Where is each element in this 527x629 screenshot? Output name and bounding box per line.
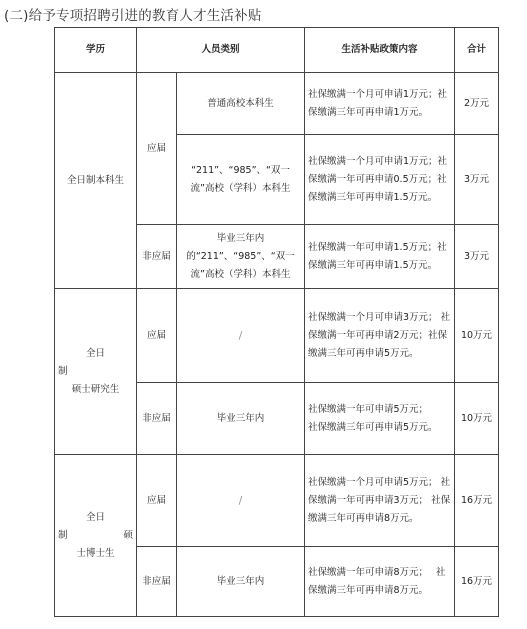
total-cell: 16万元	[455, 455, 499, 547]
header-edu: 学历	[55, 28, 137, 73]
header-policy: 生活补贴政策内容	[305, 28, 455, 73]
status-nonfresh: 非应届	[137, 383, 177, 455]
edu-doctor-line2a: 制	[58, 529, 68, 541]
type-cell: 毕业三年内	[177, 547, 305, 617]
status-nonfresh: 非应届	[137, 225, 177, 289]
policy-cell: 社保缴满一个月可申请5万元； 社保缴满一年可再申请3万元； 社保缴满三年可再申请8万元。	[305, 455, 455, 547]
total-cell: 2万元	[455, 73, 499, 135]
policy-cell: 社保缴满一个月可申请3万元； 社保缴满一年可再申请2万元；社保缴满三年可再申请5万元。	[305, 289, 455, 383]
edu-master-line3: 硕士研究生	[71, 383, 120, 395]
edu-bachelor: 全日制本科生	[55, 73, 137, 289]
table-row	[55, 455, 499, 547]
type-cell: 毕业三年内	[177, 383, 305, 455]
status-nonfresh: 非应届	[137, 547, 177, 617]
status-fresh: 应届	[137, 73, 177, 225]
edu-master-line2: 制	[58, 365, 68, 377]
header-row	[55, 28, 499, 73]
type-cell: 普通高校本科生	[177, 73, 305, 135]
table-row	[55, 289, 499, 383]
header-category: 人员类别	[137, 28, 305, 73]
edu-doctor-line2b: 硕	[123, 529, 133, 541]
edu-doctor-line1: 全日	[85, 511, 105, 523]
type-cell: “211”、“985”、“双一流”高校（学科）本科生	[177, 135, 305, 225]
policy-cell: 社保缴满一年可申请5万元； 社保缴满三年可再申请5万元。	[305, 383, 455, 455]
type-cell: 毕业三年内的“211”、“985”、“双一流”高校（学科）本科生	[177, 225, 305, 289]
edu-master-line1: 全日	[85, 347, 105, 359]
policy-cell: 社保缴满一个月可申请1万元；社保缴满一年可再申请0.5万元；社保缴满三年可再申请1.5万元。	[305, 135, 455, 225]
type-cell: /	[177, 289, 305, 383]
subsidy-table	[54, 27, 499, 617]
status-fresh: 应届	[137, 455, 177, 547]
total-cell: 10万元	[455, 289, 499, 383]
total-cell: 16万元	[455, 547, 499, 617]
type-cell: /	[177, 455, 305, 547]
header-total: 合计	[455, 28, 499, 73]
policy-cell: 社保缴满一年可申请8万元； 社保缴满三年可再申请8万元。	[305, 547, 455, 617]
total-cell: 3万元	[455, 225, 499, 289]
policy-cell: 社保缴满一年可申请1.5万元；社保缴满三年可再申请1.5万元。	[305, 225, 455, 289]
page-heading: (二)给予专项招聘引进的教育人才生活补贴	[4, 8, 262, 24]
edu-doctor-line3: 士博士生	[76, 547, 115, 559]
table-row	[55, 73, 499, 135]
status-fresh: 应届	[137, 289, 177, 383]
total-cell: 3万元	[455, 135, 499, 225]
total-cell: 10万元	[455, 383, 499, 455]
edu-master	[55, 289, 137, 455]
edu-doctor-line2	[58, 527, 133, 545]
policy-cell: 社保缴满一个月可申请1万元；社保缴满三年可再申请1万元。	[305, 73, 455, 135]
edu-doctor	[55, 455, 137, 617]
